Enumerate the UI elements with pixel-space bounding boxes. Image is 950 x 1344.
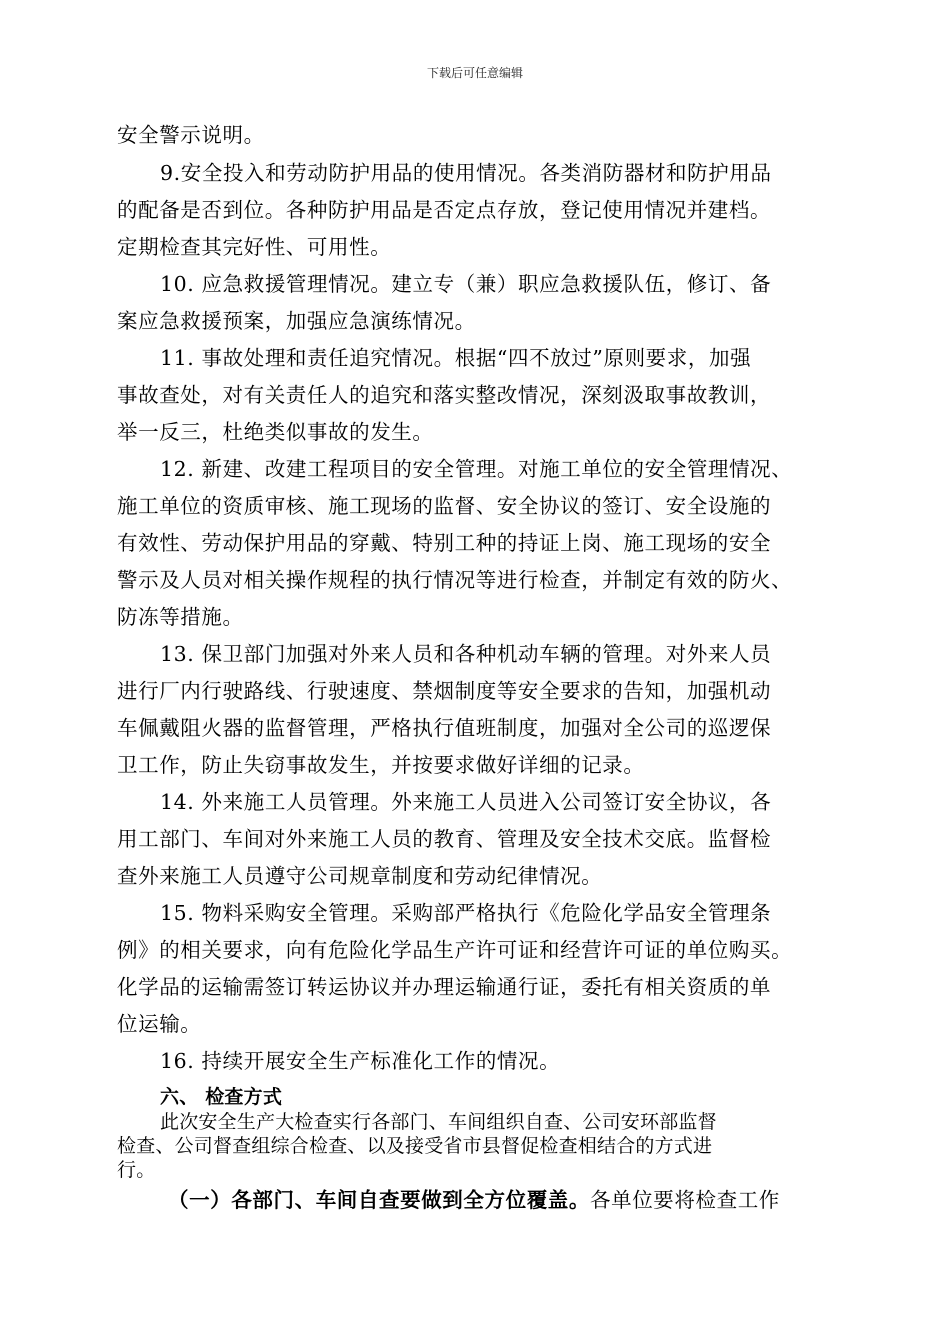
body-line: 化学品的运输需签订转运协议并办理运输通行证，委托有相关资质的单 [117, 975, 772, 999]
page-header: 下载后可任意编辑 [426, 66, 523, 80]
body-line: 11. 事故处理和责任追究情况。根据“四不放过”原则要求，加强 [160, 346, 752, 370]
body-line: 警示及人员对相关操作规程的执行情况等进行检查，并制定有效的防火、 [117, 568, 793, 592]
body-line: 的配备是否到位。各种防护用品是否定点存放，登记使用情况并建档。 [117, 198, 772, 222]
body-line: 16. 持续开展安全生产标准化工作的情况。 [160, 1049, 561, 1073]
body-line: 查外来施工人员遵守公司规章制度和劳动纪律情况。 [117, 864, 603, 888]
body-line: 安全警示说明。 [117, 123, 265, 147]
body-line: 定期检查其完好性、可用性。 [117, 235, 392, 259]
body-line: 事故查处，对有关责任人的追究和落实整改情况，深刻汲取事故教训， [117, 383, 772, 407]
section-heading: 六、 检查方式 [160, 1086, 283, 1108]
subsection-text: 各单位要将检查工作 [590, 1188, 780, 1212]
body-line: 14. 外来施工人员管理。外来施工人员进入公司签订安全协议，各 [160, 790, 772, 814]
body-line: 9.安全投入和劳动防护用品的使用情况。各类消防器材和防护用品 [160, 161, 772, 185]
body-line: 车佩戴阻火器的监督管理，严格执行值班制度，加强对全公司的巡逻保 [117, 716, 772, 740]
body-line: 10. 应急救援管理情况。建立专（兼）职应急救援队伍，修订、备 [160, 272, 772, 296]
body-line: 例》的相关要求，向有危险化学品生产许可证和经营许可证的单位购买。 [117, 938, 793, 962]
body-line: 卫工作，防止失窃事故发生，并按要求做好详细的记录。 [117, 753, 645, 777]
body-line: 用工部门、车间对外来施工人员的教育、管理及安全技术交底。监督检 [117, 827, 772, 851]
body-line: 有效性、劳动保护用品的穿戴、特别工种的持证上岗、施工现场的安全 [117, 531, 772, 555]
body-line: 行。 [117, 1159, 156, 1181]
body-line: 进行厂内行驶路线、行驶速度、禁烟制度等安全要求的告知，加强机动 [117, 679, 772, 703]
body-line: 防冻等措施。 [117, 605, 244, 629]
body-line: 12. 新建、改建工程项目的安全管理。对施工单位的安全管理情况、 [160, 457, 793, 481]
body-line: 此次安全生产大检查实行各部门、车间组织自查、公司安环部监督 [160, 1111, 717, 1133]
body-line: 举一反三，杜绝类似事故的发生。 [117, 420, 434, 444]
body-line: 案应急救援预案，加强应急演练情况。 [117, 309, 476, 333]
body-line: 15. 物料采购安全管理。采购部严格执行《危险化学品安全管理条 [160, 901, 772, 925]
body-line: 施工单位的资质审核、施工现场的监督、安全协议的签订、安全设施的 [117, 494, 772, 518]
body-line: 位运输。 [117, 1012, 202, 1036]
body-line: 检查、公司督查组综合检查、以及接受省市县督促检查相结合的方式进 [117, 1135, 713, 1157]
subsection-line [168, 1190, 827, 1211]
subsection-heading: （一）各部门、车间自查要做到全方位覆盖。 [168, 1188, 590, 1212]
body-line: 13. 保卫部门加强对外来人员和各种机动车辆的管理。对外来人员 [160, 642, 772, 666]
